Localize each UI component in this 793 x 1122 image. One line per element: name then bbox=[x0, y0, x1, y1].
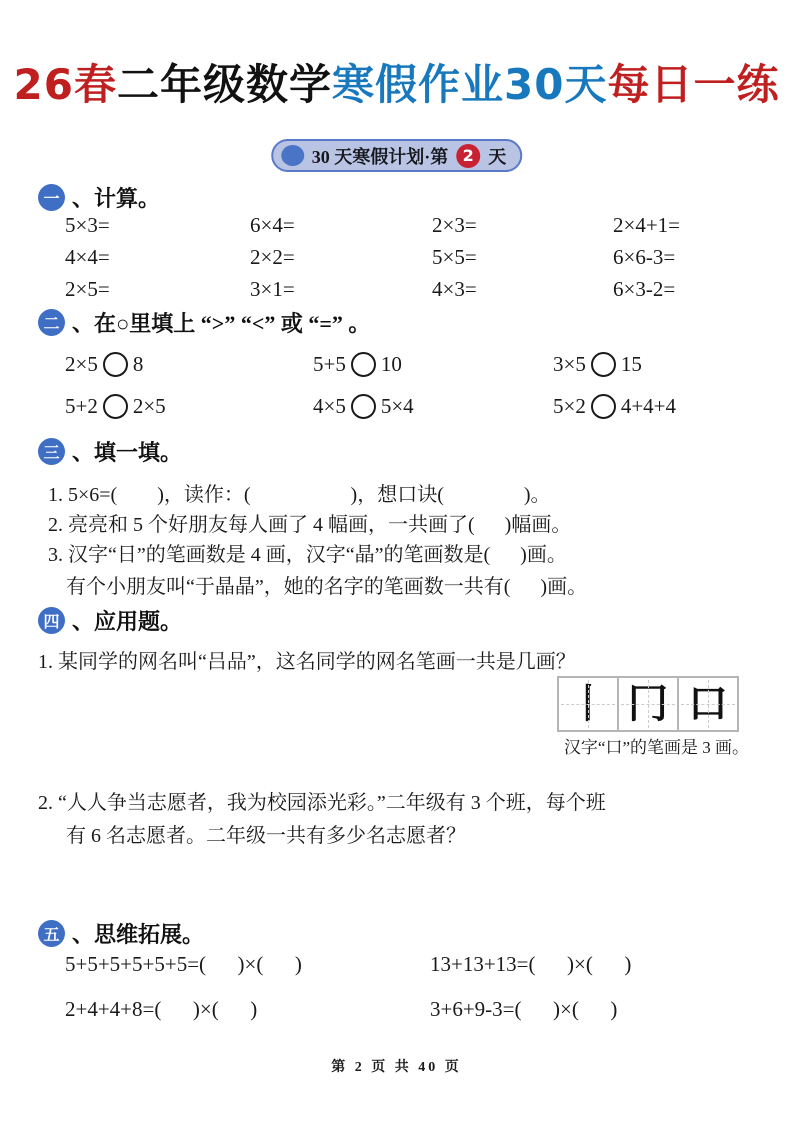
comparison-row bbox=[65, 352, 780, 377]
calc-problem: 5×5= bbox=[432, 245, 477, 269]
comparison-right: 8 bbox=[132, 352, 144, 376]
extension-problem: 2+4+4+8=( )×( ) bbox=[65, 997, 258, 1021]
section-1-title: 、计算。 bbox=[72, 186, 161, 211]
stroke-order-diagram bbox=[557, 676, 739, 732]
stroke-box-1 bbox=[557, 676, 619, 732]
section-4-title: 、应用题。 bbox=[72, 609, 183, 634]
comparison-left: 5+5 bbox=[313, 352, 346, 376]
section-2-title: 、在○里填上 “>” “<” 或 “=” 。 bbox=[72, 311, 371, 336]
section-number-badge: 一 bbox=[38, 184, 65, 211]
calc-problem: 6×6-3= bbox=[613, 245, 676, 269]
title-part-grade: 二年级数学 bbox=[116, 60, 332, 109]
comparison-right: 4+4+4 bbox=[620, 394, 677, 418]
comparison-right: 15 bbox=[620, 352, 642, 376]
stroke-character: 冂 bbox=[628, 681, 668, 726]
comparison-circle bbox=[351, 352, 376, 377]
word-problem-1: 1. 某同学的网名叫“吕品”，这名同学的网名笔画一共是几画？ bbox=[38, 651, 576, 673]
calc-problem: 6×4= bbox=[250, 213, 295, 237]
calc-problem: 5×3= bbox=[65, 213, 110, 237]
comparison-left: 5×2 bbox=[553, 394, 586, 418]
comparison-left: 3×5 bbox=[553, 352, 586, 376]
word-problem-2-line2: 有 6 名志愿者。二年级一共有多少名志愿者？ bbox=[66, 825, 466, 847]
page-title bbox=[0, 52, 793, 112]
extension-problem: 13+13+13=( )×( ) bbox=[430, 952, 632, 976]
comparison-left: 4×5 bbox=[313, 394, 346, 418]
stroke-box-3 bbox=[677, 676, 739, 732]
stroke-box-guide-horizontal bbox=[621, 704, 675, 705]
stroke-box-guide-horizontal bbox=[561, 704, 615, 705]
comparison-circle bbox=[351, 394, 376, 419]
comparison-problem bbox=[65, 352, 313, 377]
stroke-character: 丨 bbox=[568, 681, 608, 726]
stroke-caption: 汉字“口”的笔画是 3 画。 bbox=[563, 738, 749, 757]
extension-problem: 3+6+9-3=( )×( ) bbox=[430, 997, 618, 1021]
section-1-header bbox=[38, 182, 160, 213]
title-part-daily: 每日一练 bbox=[607, 60, 780, 109]
calc-row bbox=[65, 213, 775, 238]
section-2-header bbox=[38, 307, 370, 338]
section-5-header bbox=[38, 918, 204, 949]
page-number: 第 2 页 共 40 页 bbox=[331, 1060, 462, 1075]
section-number-badge: 四 bbox=[38, 607, 65, 634]
stroke-character: 口 bbox=[688, 681, 728, 726]
calc-problem: 2×2= bbox=[250, 245, 295, 269]
comparison-right: 5×4 bbox=[380, 394, 414, 418]
comparison-left: 5+2 bbox=[65, 394, 98, 418]
comparison-circle bbox=[103, 352, 128, 377]
calc-problem: 2×3= bbox=[432, 213, 477, 237]
section-number-badge: 二 bbox=[38, 309, 65, 336]
banner-dot-icon bbox=[281, 145, 304, 166]
banner-plan-label: 30 天寒假计划·第 bbox=[311, 146, 449, 167]
fill-in-line: 有个小朋友叫“于晶晶”，她的名字的笔画数一共有( )画。 bbox=[66, 576, 588, 598]
comparison-problem bbox=[313, 352, 553, 377]
section-4-header bbox=[38, 605, 182, 636]
section-number-badge: 五 bbox=[38, 920, 65, 947]
fill-in-line: 2. 亮亮和 5 个好朋友每人画了 4 幅画，一共画了( )幅画。 bbox=[48, 514, 572, 536]
extension-row bbox=[65, 952, 780, 977]
section-3-title: 、填一填。 bbox=[72, 440, 183, 465]
section-number-badge: 三 bbox=[38, 438, 65, 465]
comparison-row bbox=[65, 394, 780, 419]
comparison-left: 2×5 bbox=[65, 352, 98, 376]
comparison-problem bbox=[553, 394, 780, 419]
calc-problem: 4×4= bbox=[65, 245, 110, 269]
stroke-box-2 bbox=[617, 676, 679, 732]
calc-problem: 6×3-2= bbox=[613, 277, 676, 301]
calc-problem: 2×4+1= bbox=[613, 213, 681, 237]
extension-row bbox=[65, 997, 780, 1022]
stroke-box-guide-horizontal bbox=[681, 704, 735, 705]
comparison-problem bbox=[553, 352, 780, 377]
fill-in-line: 1. 5×6=( )，读作：( )，想口诀( )。 bbox=[48, 484, 551, 506]
comparison-right: 2×5 bbox=[132, 394, 166, 418]
calc-problem: 4×3= bbox=[432, 277, 477, 301]
section-3-header bbox=[38, 436, 182, 467]
title-part-homework: 寒假作业30天 bbox=[332, 60, 608, 109]
word-problem-2-line1: 2. “人人争当志愿者，我为校园添光彩。”二年级有 3 个班，每个班 bbox=[38, 792, 606, 814]
section-5-title: 、思维拓展。 bbox=[72, 922, 205, 947]
title-part-edition: 26春 bbox=[13, 60, 117, 109]
comparison-circle bbox=[591, 394, 616, 419]
calc-row bbox=[65, 277, 775, 302]
comparison-problem bbox=[65, 394, 313, 419]
day-plan-banner bbox=[271, 139, 523, 172]
calc-row bbox=[65, 245, 775, 270]
comparison-problem bbox=[313, 394, 553, 419]
comparison-right: 10 bbox=[380, 352, 402, 376]
comparison-circle bbox=[591, 352, 616, 377]
banner-day-suffix: 天 bbox=[488, 146, 507, 167]
calc-problem: 2×5= bbox=[65, 277, 110, 301]
calc-problem: 3×1= bbox=[250, 277, 295, 301]
day-number-badge: 2 bbox=[456, 144, 480, 168]
comparison-circle bbox=[103, 394, 128, 419]
fill-in-line: 3. 汉字“日”的笔画数是 4 画，汉字“晶”的笔画数是( )画。 bbox=[48, 544, 567, 566]
extension-problem: 5+5+5+5+5+5=( )×( ) bbox=[65, 952, 302, 976]
